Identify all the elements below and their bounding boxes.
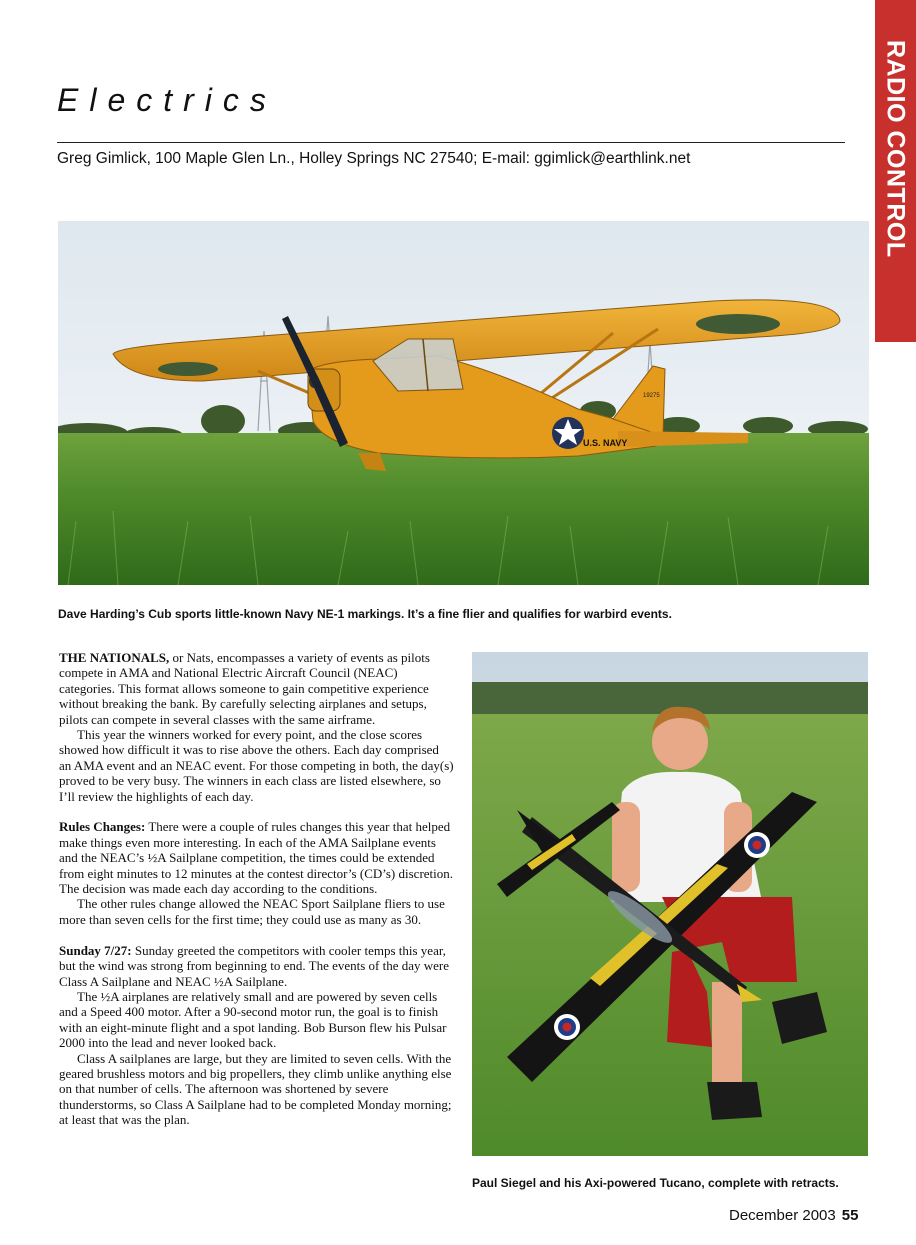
paragraph: Sunday 7/27: Sunday greeted the competitors with cooler temps this year, but the wind was strong from beginning to end. The events of the day were Class A Sailplane and NEAC ½A Sailplane.	[59, 942, 450, 989]
subhead: Sunday 7/27:	[59, 942, 132, 958]
article-body	[59, 650, 454, 1128]
author-contact-line: Greg Gimlick, 100 Maple Glen Ln., Holley Springs NC 27540; E-mail: ggimlick@earthlink.net	[57, 150, 691, 167]
paragraph: Class A sailplanes are large, but they are limited to seven cells. With the geared brushless motors and big propellers, they climb unlike anything else on that number of cells. The afternoon was shortened by severe thunderstorms, so Class A Sailplane had to be completed Monday morning; at least that was the plan.	[59, 1050, 452, 1128]
paragraph: The ½A airplanes are relatively small and are powered by seven cells and a Speed 400 motor. After a 90-second motor run, the goal is to finish with an eight-minute flight and a spot landing. Bob Burson flew his Pulsar 2000 into the lead and never looked back.	[59, 988, 447, 1051]
paragraph: Rules Changes: There were a couple of rules changes this year that helped make things even more interesting. In each of the AMA Sailplane events and the NEAC’s ½A Sailplane competition, the times could be extended from eight minutes to 12 minutes at the contest director’s (CD’s) discretion. The decision was made each day according to the conditions.	[59, 819, 454, 897]
navy-markings: U.S. NAVY	[583, 438, 628, 448]
section-tab	[875, 0, 916, 342]
page-footer	[729, 1207, 858, 1224]
column-title: Electrics	[57, 82, 277, 118]
paragraph: This year the winners worked for every point, and the close scores showed how difficult it was to rise above the others. Each day comprised an AMA event and an NEAC event. For those competing in both, the day(s) proved to be very busy. The winners in each class are listed elsewhere, so I’ll review the highlights of each day.	[59, 727, 454, 804]
title-divider	[57, 142, 845, 143]
paragraph: The other rules change allowed the NEAC Sport Sailplane fliers to use more than seven cells for the first time; they could use as many as 30.	[59, 896, 445, 927]
page-number: 55	[841, 1207, 859, 1224]
tucano-photo	[472, 652, 868, 1156]
issue-date: December 2003	[729, 1207, 836, 1224]
paragraph: THE NATIONALS, or Nats, encompasses a variety of events as pilots compete in AMA and National Electric Aircraft Council (NEAC) categories. This format allows someone to gain competitive experience without breaking the bank. By carefully selecting airplanes and setups, pilots can compete in several classes with the same airframe.	[59, 650, 430, 727]
section-tab-label: RADIO CONTROL	[881, 40, 910, 258]
cub-photo	[58, 221, 869, 585]
cub-photo-caption: Dave Harding’s Cub sports little-known Navy NE-1 markings. It’s a fine flier and qualifies for warbird events.	[58, 607, 672, 621]
subhead: Rules Changes:	[59, 819, 146, 835]
lead-in: THE NATIONALS,	[59, 650, 170, 665]
tucano-photo-caption: Paul Siegel and his Axi-powered Tucano, complete with retracts.	[472, 1176, 839, 1190]
tail-number: 19275	[643, 393, 660, 399]
